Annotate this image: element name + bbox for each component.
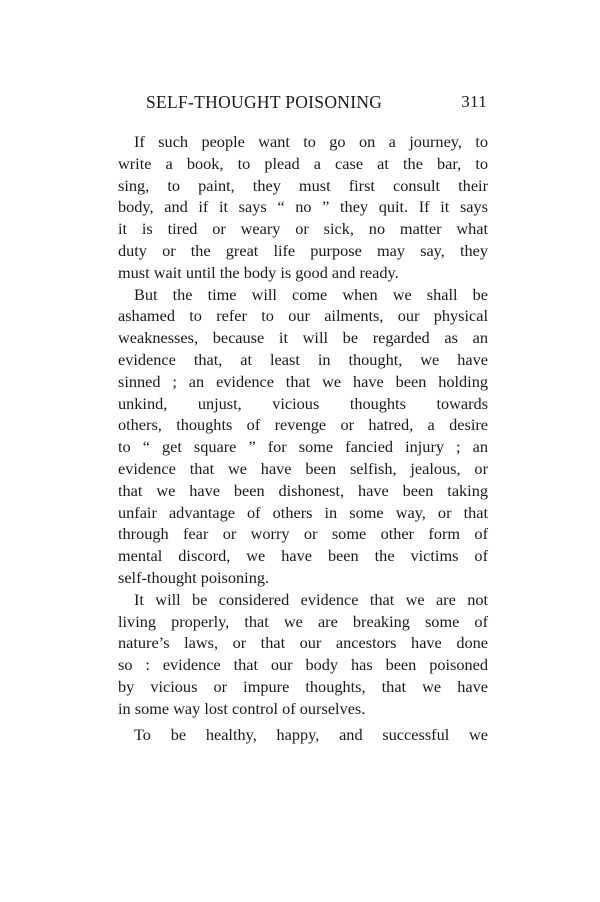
running-title: SELF-THOUGHT POISONING [146,92,383,112]
text-line: ashamed to refer to our ailments, our physical [118,306,488,326]
paragraph [118,284,488,589]
text-line: self-thought poisoning. [118,567,270,587]
text-line: If such people want to go on a journey, to [134,132,488,151]
text-line: living properly, that we are breaking some of [118,611,488,631]
text-line: sing, to paint, they must first consult their [118,175,488,195]
text-line: so : evidence that our body has been poisoned [118,655,488,675]
text-line: unfair advantage of others in some way, or that [118,502,488,522]
text-line: it is tired or weary or sick, no matter what [118,219,488,239]
text-line: that we have been dishonest, have been taking [118,480,488,500]
text-line: body, and if it says “ no ” they quit. If it says [118,197,488,217]
text-line: But the time will come when we shall be [134,284,488,304]
paragraph [118,724,488,746]
text-line: To be healthy, happy, and successful we [134,724,488,744]
text-line: unkind, unjust, vicious thoughts towards [118,393,488,413]
text-line: mental discord, we have been the victims of [118,546,488,566]
page-body-text [118,131,488,745]
text-line: others, thoughts of revenge or hatred, a desire [118,415,488,435]
text-line: by vicious or impure thoughts, that we have [118,676,488,696]
running-header [146,92,487,113]
text-line: through fear or worry or some other form of [118,524,488,544]
text-line: weaknesses, because it will be regarded as an [118,328,488,348]
paragraph [118,131,488,284]
text-line: must wait until the body is good and ready. [118,262,399,282]
text-line: evidence that, at least in thought, we have [118,349,488,369]
page-number: 311 [461,92,487,111]
text-line: in some way lost control of ourselves. [118,698,366,718]
paragraph [118,589,488,720]
text-line: sinned ; an evidence that we have been holding [118,371,488,391]
text-line: It will be considered evidence that we are not [134,589,488,609]
text-line: write a book, to plead a case at the bar, to [118,153,488,173]
text-line: nature’s laws, or that our ancestors have done [118,633,488,653]
text-line: to “ get square ” for some fancied injury ; an [118,437,488,457]
text-line: duty or the great life purpose may say, they [118,240,488,260]
text-line: evidence that we have been selfish, jealous, or [118,458,488,478]
